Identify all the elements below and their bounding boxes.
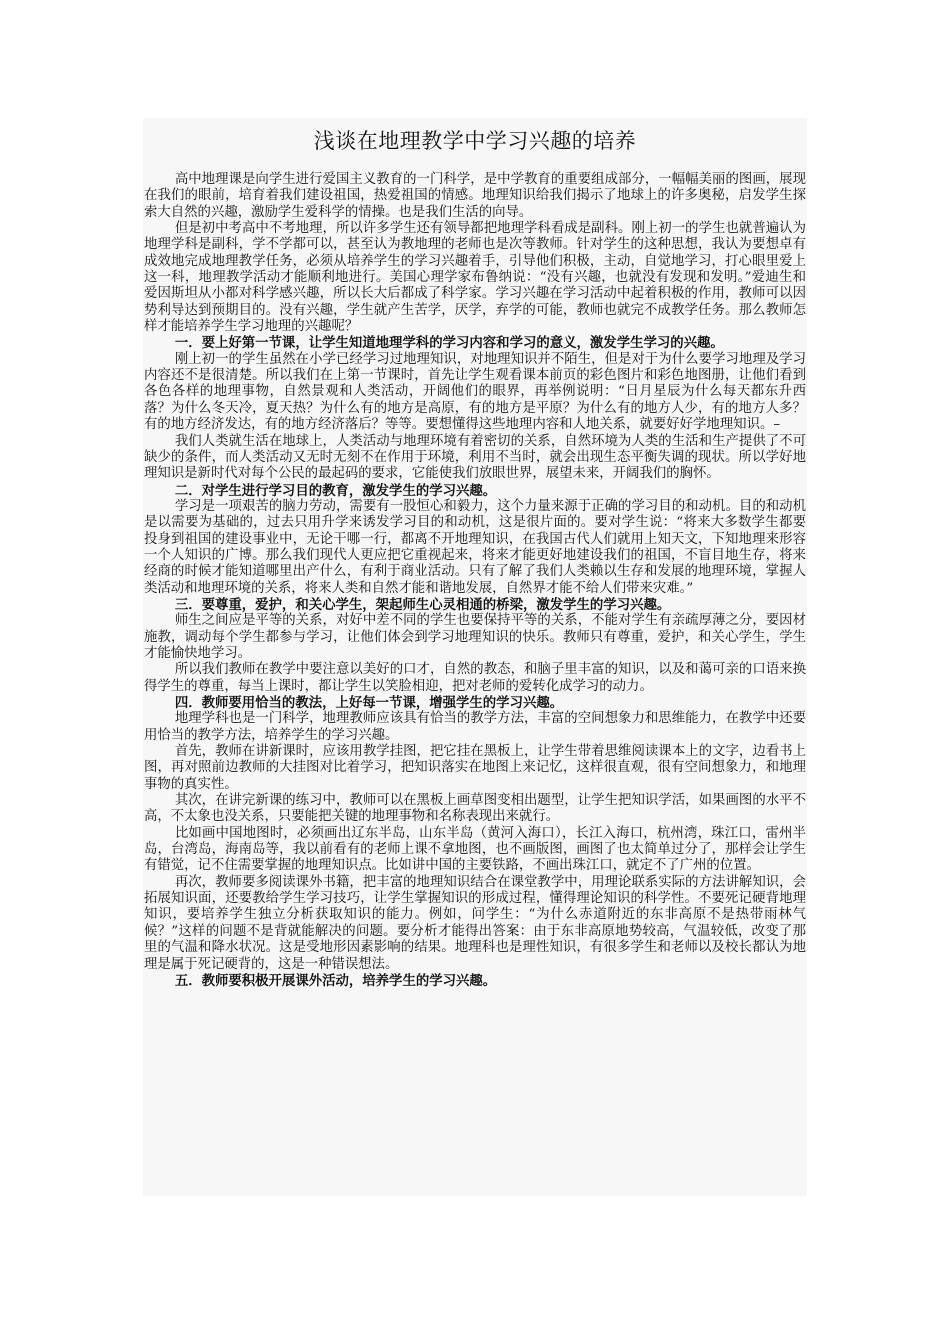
paragraph: 比如画中国地图时，必须画出辽东半岛，山东半岛（黄河入海口），长江入海口，杭州湾，珠江口，雷州半岛，台湾岛，海南岛等，我以前看有的老师上课不拿地图，也不画版图，画图了也太简单过分了，那样会让学生有错觉，记不住需要掌握的地理知识点。比如讲中国的主要铁路，不画出珠江口，就定不了广州的位置。	[144, 825, 806, 874]
paragraph: 学习是一项艰苦的脑力劳动，需要有一股恒心和毅力，这个力量来源于正确的学习目的和动机。目的和动机是以需要为基础的，过去只用升学来诱发学习目的和动机，这是很片面的。要对学生说：“将来大多数学生都要投身到祖国的建设事业中，无论干哪一行，都离不开地理知识，在我国古代人们就用上知天文，下知地理来形容一个人知识的广博。那么我们现代人更应把它重视起来，将来才能更好地建设我们的祖国，不盲目地生存，将来经商的时候才能知道哪里出产什么，有利于商业活动。只有了解了我们人类赖以生存和发展的地理环境，掌握人类活动和地理环境的关系，将来人类和自然才能和谐地发展，自然界才能不给人们带来灾难。”	[144, 498, 806, 596]
paragraph: 再次，教师要多阅读课外书籍，把丰富的地理知识结合在课堂教学中，用理论联系实际的方法讲解知识，会拓展知识面，还要教给学生学习技巧，让学生掌握知识的形成过程，懂得理论知识的科学性。不要死记硬背地理知识，要培养学生独立分析获取知识的能力。例如，问学生：“为什么赤道附近的东非高原不是热带雨林气候？”这样的问题不是背就能解决的问题。要分析才能得出答案：由于东非高原地势较高，气温较低，改变了那里的气温和降水状况。这是受地形因素影响的结果。地理科也是理性知识，有很多学生和老师以及校长都认为地理是属于死记硬背的，这是一种错误想法。	[144, 874, 806, 972]
paragraph: 所以我们教师在教学中要注意以美好的口才，自然的教态，和脑子里丰富的知识，以及和蔼可亲的口语来换得学生的尊重，每当上课时，都让学生以笑脸相迎，把对老师的爱转化成学习的动力。	[144, 662, 806, 694]
document-title: 浅谈在地理教学中学习兴趣的培养	[313, 129, 637, 153]
paragraph: 其次，在讲完新课的练习中，教师可以在黑板上画草图变相出题型，让学生把知识学活，如果画图的水平不高，不太象也没关系，只要能把关键的地理事物和名称表现出来就行。	[144, 793, 806, 825]
section-heading: 一．要上好第一节课，让学生知道地理学科的学习内容和学习的意义，激发学生学习的兴趣。	[174, 335, 724, 352]
paragraph: 首先，教师在讲新课时，应该用教学挂图，把它挂在黑板上，让学生带着思维阅读课本上的文字，边看书上图，再对照前边教师的大挂图对比着学习，把知识落实在地图上来记忆，这样很直观，很有空间想象力，和地理事物的真实性。	[144, 744, 806, 792]
section-heading: 二．对学生进行学习目的教育，激发学生的学习兴趣。	[174, 482, 497, 499]
document-page	[143, 118, 807, 1196]
paragraph: 但是初中考高中不考地理，所以许多学生还有领导都把地理学科看成是副科。刚上初一的学生也就普遍认为地理学科是副科，学不学都可以，甚至认为教地理的老师也是次等教师。针对学生的这种思想，我认为要想卓有成效地完成地理教学任务，必须从培养学生的学习兴趣着手，引导他们积极，主动，自觉地学习，打心眼里爱上这一科，地理教学活动才能顺利地进行。美国心理学家布鲁纳说：“没有兴趣，也就没有发现和发明。”爱迪生和爱因斯坦从小都对科学感兴趣，所以长大后都成了科学家。学习兴趣在学习活动中起着积极的作用，教师可以因势利导达到预期目的。没有兴趣，学生就产生苦学，厌学，弃学的可能，教师也就完不成教学任务。那么教师怎样才能培养学生学习地理的兴趣呢？	[144, 221, 806, 335]
paragraph: 师生之间应是平等的关系，对好中差不同的学生也要保持平等的关系，不能对学生有亲疏厚薄之分，要因材施教，调动每个学生都参与学习，让他们体会到学习地理知识的快乐。教师只有尊重，爱护，和关心学生，学生才能愉快地学习。	[144, 613, 806, 661]
section-heading: 四．教师要用恰当的教法，上好每一节课，增强学生的学习兴趣。	[174, 695, 564, 711]
paragraph: 高中地理课是向学生进行爱国主义教育的一门科学，是中学教育的重要组成部分，一幅幅美丽的图画，展现在我们的眼前，培育着我们建设祖国，热爱祖国的情感。地理知识给我们揭示了地球上的许多奥秘，启发学生探索大自然的兴趣，激励学生爱科学的情操。也是我们生活的向导。	[144, 172, 806, 220]
paragraph: 刚上初一的学生虽然在小学已经学习过地理知识，对地理知识并不陌生，但是对于为什么要学习地理及学习内容还不是很清楚。所以我们在上第一节课时，首先让学生观看课本前页的彩色图片和彩色地图册，让他们看到各色各样的地理事物，自然景观和人类活动，开阔他们的眼界，再举例说明：“日月星辰为什么每天都东升西落？为什么冬天冷，夏天热？为什么有的地方是高原，有的地方是平原？为什么有的地方人少，有的地方人多？有的地方经济发达，有的地方经济落后？等等。要想懂得这些地理内容和人地关系，就要好好学地理知识。–	[144, 351, 806, 433]
paragraph: 地理学科也是一门科学，地理教师应该具有恰当的教学方法，丰富的空间想象力和思维能力，在教学中还要用恰当的教学方法，培养学生的学习兴趣。	[144, 711, 806, 743]
section-heading: 五．教师要积极开展课外活动，培养学生的学习兴趣。	[174, 972, 497, 989]
paragraph: 我们人类就生活在地球上，人类活动与地理环境有着密切的关系，自然环境为人类的生活和生产提供了不可缺少的条件，而人类活动又无时无刻不在作用于环境，利用不当时，就会出现生态平衡失调的现状。所以学好地理知识是新时代对每个公民的最起码的要求，它能使我们放眼世界，展望未来，开阔我们的胸怀。	[144, 433, 806, 482]
section-heading: 三．要尊重，爱护，和关心学生，架起师生心灵相通的桥梁，激发学生的学习兴趣。	[174, 596, 671, 613]
document-body	[143, 172, 807, 989]
